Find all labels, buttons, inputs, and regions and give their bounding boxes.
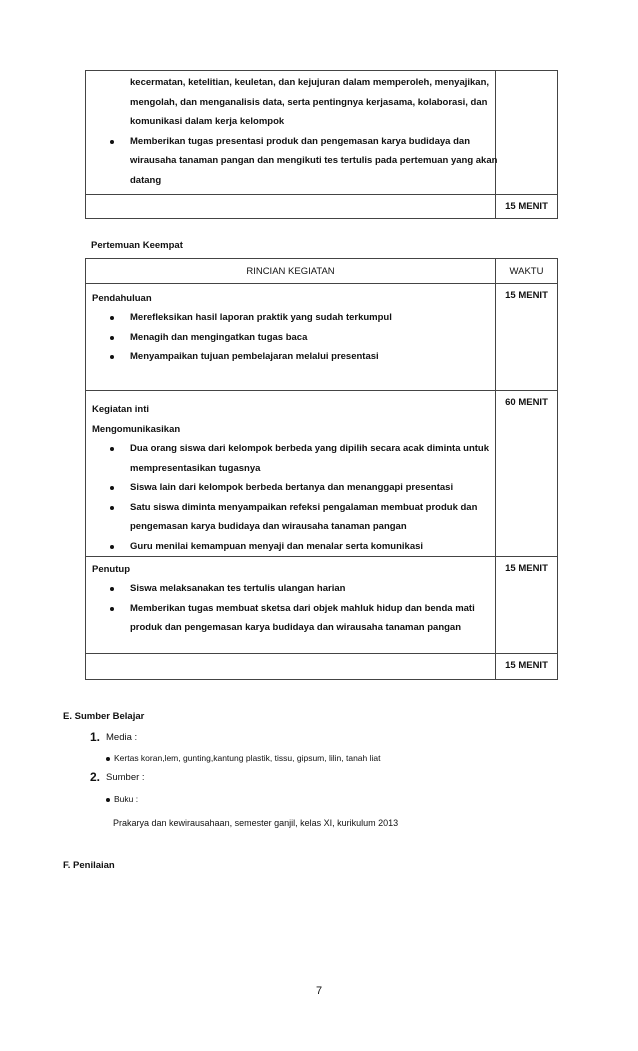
header-waktu: WAKTU	[496, 259, 558, 284]
bullet-icon	[110, 545, 114, 549]
line-text: Memberikan tugas membuat sketsa dari objek mahluk hidup dan benda mati	[130, 602, 475, 614]
line-text: produk dan pengemasan karya budidaya dan wirausaha tanaman pangan	[130, 622, 462, 633]
pertemuan-title: Pertemuan Keempat	[91, 240, 183, 251]
item-2-number: 2.	[90, 770, 101, 784]
bullet-icon	[106, 798, 110, 802]
continuation-line	[86, 618, 495, 638]
bullet-icon	[110, 486, 114, 490]
bullet-icon	[110, 607, 114, 611]
line-text: Menagih dan mengingatkan tugas baca	[130, 331, 308, 343]
kegiatan-inti-lines	[86, 437, 495, 556]
line-text: Guru menilai kemampuan menyaji dan menalar serta komunikasi	[130, 540, 424, 552]
media-list	[106, 753, 380, 763]
footer-time-2: 15 MENIT	[496, 654, 558, 680]
buku-label: Buku :	[114, 794, 139, 804]
penilaian-heading: F. Penilaian	[63, 860, 115, 871]
continuation-line	[86, 171, 495, 191]
continuation-line	[86, 151, 498, 171]
bullet-item	[86, 308, 495, 328]
activity-lines	[86, 71, 498, 194]
pendahuluan-cell	[86, 284, 496, 391]
line-text: Dua orang siswa dari kelompok berbeda yang dipilih secara acak diminta untuk	[130, 443, 489, 454]
bullet-icon	[110, 140, 114, 144]
penutup-lines	[86, 577, 495, 638]
continuation-line	[86, 459, 495, 479]
bullet-item	[86, 599, 495, 619]
penutup-time: 15 MENIT	[496, 557, 558, 654]
line-text: Siswa lain dari kelompok berbeda bertanya dan menanggapi presentasi	[130, 482, 454, 493]
bullet-icon	[110, 316, 114, 320]
bullet-icon	[110, 587, 114, 591]
bullet-icon	[110, 355, 114, 359]
bullet-icon	[110, 447, 114, 451]
bullet-item	[86, 328, 495, 348]
buku-item	[106, 794, 138, 804]
bullet-icon	[106, 757, 110, 761]
line-text: mempresentasikan tugasnya	[130, 462, 261, 474]
media-label: Media :	[106, 732, 138, 743]
pendahuluan-title: Pendahuluan	[92, 293, 152, 304]
media-items: Kertas koran,lem, gunting,kantung plastik, tissu, gipsum, lilin, tanah liat	[114, 753, 381, 763]
continuation-line	[86, 73, 495, 93]
kegiatan-inti-title: Kegiatan inti	[92, 404, 150, 415]
mengomunikasikan-subtitle: Mengomunikasikan	[92, 424, 181, 435]
line-text: Merefleksikan hasil laporan praktik yang sudah terkumpul	[130, 312, 392, 323]
time-cell-empty	[496, 71, 558, 195]
penutup-cell	[86, 557, 496, 654]
activity-table-continued	[85, 70, 558, 219]
bullet-item	[86, 132, 495, 152]
line-text: Memberikan tugas presentasi produk dan pengemasan karya budidaya dan	[130, 135, 470, 147]
line-text: Satu siswa diminta menyampaikan refeksi pengalaman membuat produk dan	[130, 501, 478, 513]
footer-cell-empty-2	[86, 654, 496, 680]
item-1-number: 1.	[90, 730, 101, 744]
pendahuluan-time: 15 MENIT	[496, 284, 558, 391]
rincian-kegiatan-table	[85, 258, 558, 680]
bullet-icon	[110, 506, 114, 510]
line-text: pengemasan karya budidaya dan wirausaha tanaman pangan	[130, 521, 407, 532]
line-text: kecermatan, ketelitian, keuletan, dan kejujuran dalam memperoleh, menyajikan,	[130, 77, 490, 88]
bullet-item	[86, 498, 495, 518]
continuation-line	[86, 93, 495, 113]
pendahuluan-lines	[86, 306, 495, 367]
line-text: datang	[130, 174, 162, 186]
continuation-line	[86, 517, 495, 537]
activity-cell	[86, 71, 496, 195]
sumber-belajar-heading: E. Sumber Belajar	[63, 711, 145, 722]
bullet-item	[86, 347, 495, 367]
bullet-item	[86, 579, 495, 599]
line-text: komunikasi dalam kerja kelompok	[130, 116, 285, 127]
sumber-label: Sumber :	[106, 772, 145, 783]
bullet-item	[86, 478, 495, 498]
continuation-line	[86, 112, 495, 132]
footer-cell-empty	[86, 195, 496, 219]
kegiatan-inti-cell	[86, 391, 496, 557]
buku-detail: Prakarya dan kewirausahaan, semester ganjil, kelas XI, kurikulum 2013	[113, 818, 399, 828]
kegiatan-inti-time: 60 MENIT	[496, 391, 558, 557]
bullet-icon	[110, 336, 114, 340]
page-number: 7	[315, 985, 323, 997]
line-text: Menyampaikan tujuan pembelajaran melalui presentasi	[130, 351, 379, 362]
line-text: mengolah, dan menganalisis data, serta pentingnya kerjasama, kolaborasi, dan	[130, 96, 488, 108]
line-text: Siswa melaksanakan tes tertulis ulangan harian	[130, 583, 346, 594]
header-rincian: RINCIAN KEGIATAN	[86, 259, 496, 284]
line-text: wirausaha tanaman pangan dan mengikuti tes tertulis pada pertemuan yang akan	[130, 155, 498, 166]
footer-time: 15 MENIT	[496, 195, 558, 219]
bullet-item	[86, 439, 495, 459]
penutup-title: Penutup	[92, 564, 130, 575]
bullet-item	[86, 537, 495, 557]
